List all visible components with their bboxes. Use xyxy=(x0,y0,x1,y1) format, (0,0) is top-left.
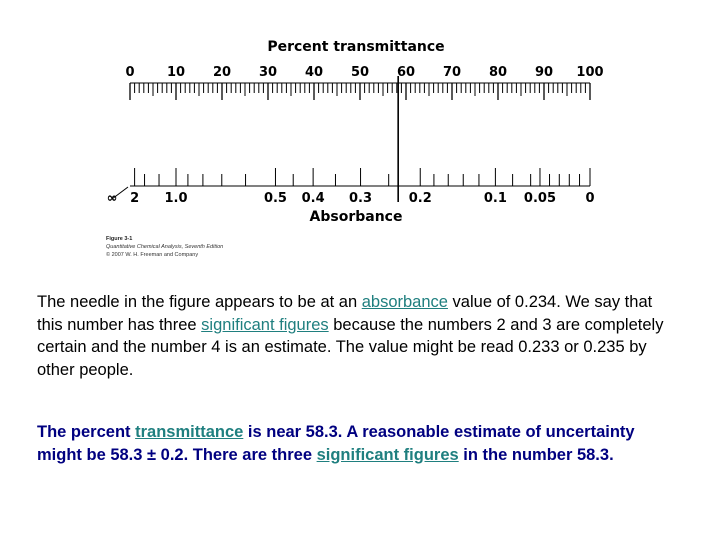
figure-title: Percent transmittance xyxy=(267,39,445,55)
figure-caption-number: Figure 3-1 xyxy=(106,236,133,242)
para1-text-2: value of 0.234. We say that this number has three xyxy=(37,293,653,334)
transmittance-term-link[interactable]: transmittance xyxy=(135,423,244,441)
significant-figures-link[interactable]: significant figures xyxy=(201,315,329,334)
absorbance-axis-label: Absorbance xyxy=(309,209,403,225)
transmittance-tick-label: 10 xyxy=(166,65,186,80)
transmittance-tick-label: 0 xyxy=(125,65,135,80)
transmittance-tick-label: 60 xyxy=(396,65,416,80)
absorbance-tick-label: 0.4 xyxy=(301,191,325,206)
absorbance-tick-label: 0.5 xyxy=(263,191,287,206)
absorbance-tick-label: 0.05 xyxy=(523,191,557,206)
figure-caption-source: Quantitative Chemical Analysis, Seventh Edition xyxy=(106,244,224,250)
significant-figures-link-2[interactable]: significant figures xyxy=(316,445,459,464)
explanation-paragraph-absorbance xyxy=(37,291,677,381)
transmittance-tick-label: 30 xyxy=(258,65,278,80)
absorbance-tick-label: 0.1 xyxy=(483,191,507,206)
para1-text-1: The needle in the figure appears to be at an xyxy=(37,293,362,311)
absorbance-tick-label: 0.2 xyxy=(408,191,432,206)
transmittance-tick-label: 100 xyxy=(576,65,604,80)
absorbance-tick-label: 0.3 xyxy=(349,191,373,206)
transmittance-tick-label: 40 xyxy=(304,65,324,80)
transmittance-tick-label: 90 xyxy=(534,65,554,80)
absorbance-tick-label: 2 xyxy=(130,191,140,206)
transmittance-tick-label: 20 xyxy=(212,65,232,80)
absorbance-tick-label: 0 xyxy=(585,191,595,206)
absorbance-tick-label: ∞ xyxy=(106,191,118,206)
para2-text-2: is near 58.3. A reasonable estimate of uncertainty might be 58.3 ± 0.2. There are three xyxy=(37,423,635,464)
transmittance-tick-label: 70 xyxy=(442,65,462,80)
figure-caption-copyright: © 2007 W. H. Freeman and Company xyxy=(106,252,199,258)
para2-text-3: in the number 58.3. xyxy=(458,445,614,464)
absorbance-term-link[interactable]: absorbance xyxy=(361,293,448,311)
para2-text-1: The percent xyxy=(37,423,136,441)
transmittance-tick-label: 50 xyxy=(350,65,370,80)
absorbance-tick-label: 1.0 xyxy=(164,191,188,206)
explanation-paragraph-transmittance xyxy=(37,421,677,466)
transmittance-tick-label: 80 xyxy=(488,65,508,80)
para1-text-3: because the numbers 2 and 3 are completely certain and the number 4 is an estimate. The value might be read 0.233 or 0.235 by other people. xyxy=(37,315,664,379)
